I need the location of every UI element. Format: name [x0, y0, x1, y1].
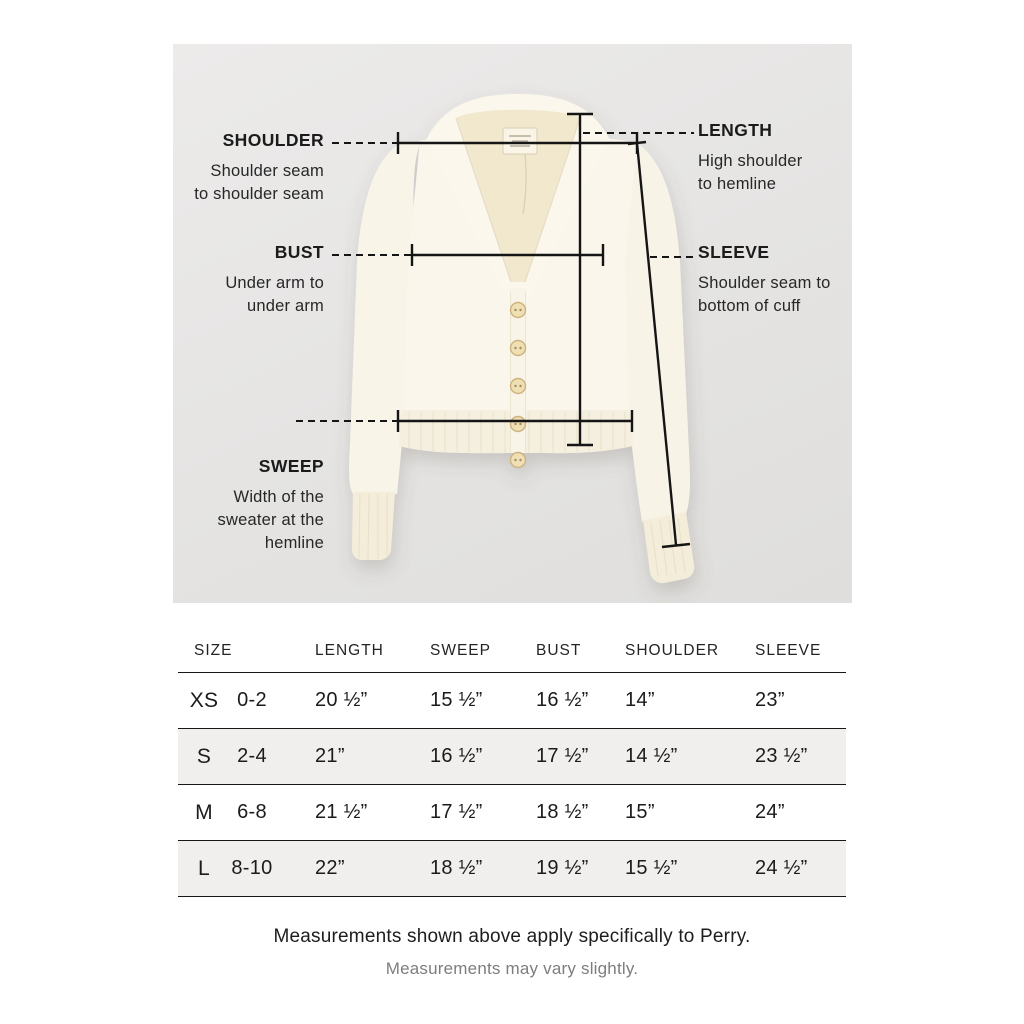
- button-icon: [511, 303, 526, 318]
- cell-length: 21 ½”: [315, 801, 368, 823]
- annotation-length-title: LENGTH: [698, 120, 773, 140]
- annotation-length: [698, 120, 802, 196]
- annotation-shoulder-desc: to shoulder seam: [194, 185, 324, 203]
- cell-bust: 18 ½”: [536, 801, 589, 823]
- cell-sleeve: 23 ½”: [755, 745, 808, 767]
- cell-sweep: 18 ½”: [430, 857, 483, 879]
- annotation-shoulder-desc: Shoulder seam: [210, 162, 324, 180]
- cell-shoulder: 14 ½”: [625, 745, 678, 767]
- button-icon: [511, 453, 526, 468]
- annotation-shoulder: [194, 130, 324, 206]
- cell-shoulder: 15”: [625, 801, 655, 823]
- column-header-size: SIZE: [194, 642, 233, 659]
- cell-size-letter: S: [196, 744, 212, 768]
- column-header-bust: BUST: [536, 642, 582, 659]
- column-header-sweep: SWEEP: [430, 642, 491, 659]
- cell-length: 22”: [315, 857, 345, 879]
- cell-length: 20 ½”: [315, 689, 368, 711]
- cell-size-letter: M: [195, 800, 213, 824]
- size-table-body: [178, 673, 846, 897]
- column-header-shoulder: SHOULDER: [625, 642, 720, 659]
- cell-bust: 17 ½”: [536, 745, 589, 767]
- table-row: [178, 841, 846, 897]
- cell-sleeve: 24”: [755, 801, 785, 823]
- table-row: [178, 673, 846, 729]
- cell-sweep: 15 ½”: [430, 689, 483, 711]
- table-row: [178, 785, 846, 841]
- right-cuff-shape: [643, 512, 694, 583]
- size-table: [178, 630, 846, 897]
- annotation-sleeve-desc: Shoulder seam to: [698, 274, 831, 292]
- annotation-sleeve-title: SLEEVE: [698, 242, 770, 262]
- footer-note-secondary: Measurements may vary slightly.: [385, 959, 639, 978]
- annotation-bust-desc: under arm: [246, 297, 324, 315]
- annotation-sweep-desc: sweater at the: [217, 511, 324, 529]
- cell-sleeve: 23”: [755, 689, 785, 711]
- measurement-diagram-panel: [173, 44, 852, 603]
- annotation-sweep-title: SWEEP: [258, 456, 324, 476]
- cell-size-range: 8-10: [231, 857, 273, 879]
- button-icon: [511, 417, 526, 432]
- annotation-length-desc: High shoulder: [698, 152, 803, 170]
- cell-sweep: 17 ½”: [430, 801, 483, 823]
- annotation-shoulder-title: SHOULDER: [222, 130, 324, 150]
- column-header-length: LENGTH: [315, 642, 384, 659]
- annotation-bust-title: BUST: [274, 242, 324, 262]
- annotation-sweep: [218, 456, 324, 555]
- left-cuff-shape: [352, 492, 395, 560]
- cell-size-range: 6-8: [237, 801, 267, 823]
- cell-bust: 16 ½”: [536, 689, 589, 711]
- annotation-length-desc: to hemline: [698, 175, 777, 193]
- button-icon: [511, 341, 526, 356]
- size-table-header: [178, 630, 846, 673]
- cardigan-illustration: [349, 94, 694, 583]
- cell-size-letter: L: [198, 856, 210, 880]
- cell-shoulder: 15 ½”: [625, 857, 678, 879]
- annotation-bust: [225, 242, 324, 318]
- cell-sleeve: 24 ½”: [755, 857, 808, 879]
- table-row: [178, 729, 846, 785]
- cell-size-range: 0-2: [237, 689, 267, 711]
- annotation-sweep-desc: Width of the: [233, 488, 324, 506]
- cell-shoulder: 14”: [625, 689, 655, 711]
- annotation-bust-desc: Under arm to: [225, 274, 324, 292]
- cell-sweep: 16 ½”: [430, 745, 483, 767]
- column-header-sleeve: SLEEVE: [755, 642, 822, 659]
- cell-length: 21”: [315, 745, 345, 767]
- footer-note-primary: Measurements shown above apply specifically to Perry.: [273, 926, 751, 947]
- button-icon: [511, 379, 526, 394]
- annotation-sleeve-desc: bottom of cuff: [698, 297, 801, 315]
- annotation-sweep-desc: hemline: [264, 534, 324, 552]
- cell-size-range: 2-4: [237, 745, 267, 767]
- cell-size-letter: XS: [189, 688, 219, 712]
- annotation-sleeve: [698, 242, 831, 318]
- footer-notes: [0, 926, 1024, 979]
- cell-bust: 19 ½”: [536, 857, 589, 879]
